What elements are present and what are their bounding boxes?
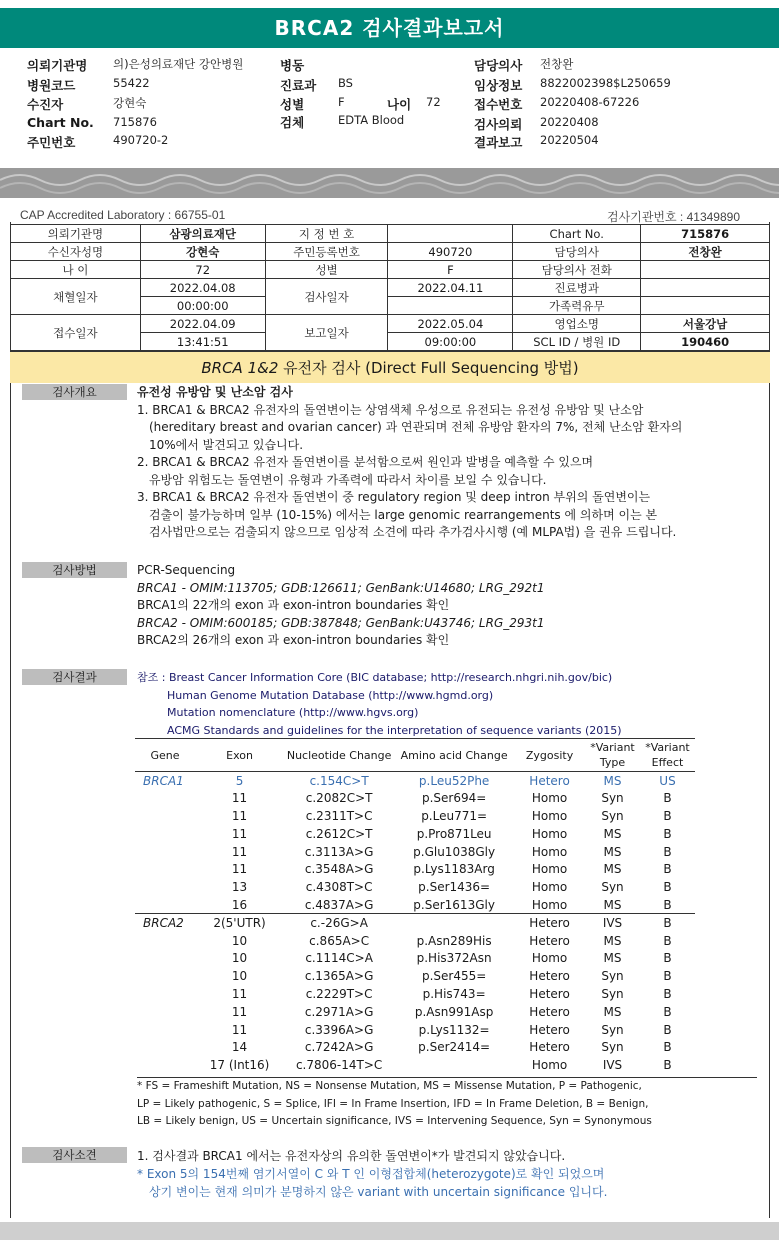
variant-cell: MS: [603, 897, 622, 912]
report-time: 09:00:00: [388, 333, 513, 351]
method-label: 검사방법: [22, 562, 127, 578]
variant-cell: p.Pro871Leu: [416, 826, 492, 841]
variant-cell: c.2971A>G: [304, 1004, 374, 1019]
info-cell: 715876: [641, 225, 770, 243]
variant-cell: 10: [231, 951, 248, 966]
variant-cell: Homo: [531, 880, 568, 895]
variant-cell: p.Leu52Phe: [418, 773, 490, 788]
col-amino: Amino acid Change: [400, 748, 508, 762]
variant-cell: 11: [231, 791, 248, 806]
variant-cell: Homo: [531, 808, 568, 823]
variant-cell: 11: [231, 862, 248, 877]
variant-cell: [135, 1056, 195, 1074]
receipt-no-label: 접수번호: [474, 97, 523, 112]
variant-cell: c.2612C>T: [305, 826, 373, 841]
info-cell: 나 이: [11, 261, 141, 279]
rrn-label: 주민번호: [27, 135, 76, 150]
family-value: [641, 297, 770, 315]
variant-cell: [394, 914, 514, 932]
footnote-line: LP = Likely pathogenic, S = Splice, IFI = In Frame Insertion, IFD = In Frame Deletion, B = Benign,: [137, 1097, 649, 1110]
variant-cell: p.Asn991Asp: [414, 1004, 494, 1019]
method-body: [137, 562, 757, 650]
specimen-value: EDTA Blood: [338, 113, 405, 127]
variant-cell: [135, 1038, 195, 1056]
info-cell: 490720: [388, 243, 513, 261]
variant-cell: Hetero: [529, 986, 570, 1001]
variant-row: [135, 967, 695, 985]
report-title: BRCA2 검사결과보고서: [0, 8, 779, 48]
variant-cell: c.2082C>T: [305, 791, 373, 806]
variant-cell: B: [663, 862, 672, 877]
variant-cell: p.Ser455=: [421, 969, 487, 984]
method-line: BRCA1의 22개의 exon 과 exon-intron boundaries 확인: [137, 598, 450, 612]
variant-cell: c.2311T>C: [305, 808, 373, 823]
variant-cell: 16: [231, 897, 248, 912]
rrn-value: 490720-2: [113, 133, 169, 147]
variant-cell: 14: [231, 1040, 248, 1055]
variant-row: [135, 932, 695, 950]
variant-cell: [394, 1056, 514, 1074]
receipt-time: 13:41:51: [140, 333, 265, 351]
chart-value: 715876: [113, 115, 157, 129]
overview-line: 3. BRCA1 & BRCA2 유전자 돌연변이 중 regulatory region 및 deep intron 부위의 돌연변이는: [137, 490, 651, 504]
lab-header: [20, 208, 740, 222]
variant-cell: p.Leu771=: [421, 808, 488, 823]
variant-cell: 11: [231, 844, 248, 859]
variant-cell: Homo: [531, 951, 568, 966]
variant-cell: c.4837A>G: [304, 897, 374, 912]
scl-value: 190460: [641, 333, 770, 351]
variant-cell: 5: [235, 773, 244, 788]
institution-number: 검사기관번호 : 41349890: [607, 210, 740, 224]
overview-body: [137, 384, 757, 542]
variant-cell: Hetero: [514, 914, 585, 932]
patient-label: 수진자: [27, 97, 64, 112]
variant-cell: p.Ser1613Gly: [413, 897, 495, 912]
variant-cell: B: [663, 986, 672, 1001]
variant-cell: p.Asn289His: [416, 933, 492, 948]
variant-cell: Hetero: [529, 1040, 570, 1055]
banner-text: 유전자 검사 (Direct Full Sequencing 방법): [278, 359, 579, 377]
variant-cell: c.1365A>G: [304, 969, 374, 984]
conclusion-note: * Exon 5의 154번째 염기서열이 C 와 T 인 이형접합체(heterozygote)로 확인 되었으며: [137, 1167, 605, 1181]
conclusion-label: 검사소견: [22, 1147, 127, 1163]
variant-cell: Homo: [531, 791, 568, 806]
variant-cell: Syn: [601, 1040, 624, 1055]
col-exon: Exon: [226, 748, 253, 762]
hospital-code-label: 병원코드: [27, 78, 76, 93]
variant-cell: c.4308T>C: [305, 880, 373, 895]
patient-info-table: [10, 224, 770, 351]
info-cell: [641, 261, 770, 279]
report-date-label: 보고일자: [265, 315, 388, 351]
variant-cell: [135, 932, 195, 950]
variant-cell: 13: [231, 880, 248, 895]
variant-cell: 11: [231, 986, 248, 1001]
receipt-date: 2022.04.09: [140, 315, 265, 333]
info-row: [11, 315, 770, 333]
reference-line: 참조 : Breast Cancer Information Core (BIC database; http://research.nhgri.nih.gov/bic): [137, 671, 613, 684]
variant-row: [135, 1003, 695, 1021]
variant-row: [135, 843, 695, 861]
variant-row: [135, 1038, 695, 1056]
variant-cell: p.Ser694=: [421, 791, 487, 806]
variant-cell: 17 (Int16): [209, 1058, 270, 1073]
variant-cell: [135, 896, 195, 914]
variant-cell: Syn: [601, 808, 624, 823]
variant-cell: MS: [603, 826, 622, 841]
reference-line: Human Genome Mutation Database (http://www.hgmd.org): [167, 688, 494, 702]
variant-cell: MS: [603, 773, 622, 788]
variant-row: [135, 985, 695, 1003]
variant-table: [135, 738, 695, 1074]
overview-label: 검사개요: [22, 384, 127, 400]
variant-cell: [135, 878, 195, 896]
variant-cell: p.Lys1183Arg: [413, 862, 495, 877]
variant-row: [135, 914, 695, 932]
request-value: 20220408: [540, 115, 599, 129]
report-label: 결과보고: [474, 135, 523, 150]
info-cell: Chart No.: [513, 225, 641, 243]
test-date: 2022.04.11: [388, 279, 513, 297]
banner-gene: BRCA 1&2: [201, 359, 279, 377]
variant-cell: p.His743=: [422, 986, 486, 1001]
variant-cell: B: [663, 808, 672, 823]
variant-cell: c.3548A>G: [304, 862, 374, 877]
variant-cell: 11: [231, 826, 248, 841]
sales-value: 서울강남: [641, 315, 770, 333]
variant-cell: Syn: [601, 791, 624, 806]
col-zygosity: Zygosity: [525, 748, 574, 762]
info-row: [11, 225, 770, 243]
info-cell: 성별: [265, 261, 388, 279]
overview-line: 검사법만으로는 검출되지 않으므로 임상적 소견에 따라 추가검사시행 (예 MLPA법) 을 권유 드립니다.: [149, 525, 677, 539]
variant-cell: p.Glu1038Gly: [413, 844, 496, 859]
variant-cell: 11: [231, 1022, 248, 1037]
variant-row: [135, 1056, 695, 1074]
variant-row: [135, 772, 695, 790]
patient-value: 강현숙: [113, 96, 147, 110]
variant-cell: 2(5'UTR): [195, 914, 284, 932]
doctor-label: 담당의사: [474, 58, 523, 73]
variant-cell: [135, 967, 195, 985]
variant-cell: MS: [603, 933, 622, 948]
info-cell: F: [388, 261, 513, 279]
info-cell: 지 정 번 호: [265, 225, 388, 243]
sex-value: F: [338, 95, 345, 109]
info-cell: 담당의사: [513, 243, 641, 261]
conclusion-body: [137, 1147, 757, 1201]
reference-line: Mutation nomenclature (http://www.hgvs.org): [167, 706, 419, 719]
conclusion-note: 상기 변이는 현재 의미가 분명하지 않은 variant with uncertain significance 입니다.: [149, 1185, 608, 1199]
variant-cell: Hetero: [529, 933, 570, 948]
variant-cell: BRCA1: [143, 773, 184, 788]
variant-cell: Hetero: [529, 1022, 570, 1037]
variant-cell: B: [663, 1004, 672, 1019]
variant-cell: MS: [603, 1004, 622, 1019]
variant-cell: B: [663, 969, 672, 984]
overview-line: 10%에서 발견되고 있습니다.: [149, 437, 304, 452]
dept-value: [641, 279, 770, 297]
variant-cell: B: [663, 791, 672, 806]
variant-cell: Homo: [531, 844, 568, 859]
col-type: *Variant Type: [590, 741, 635, 769]
method-line: BRCA2의 26개의 exon 과 exon-intron boundaries 확인: [137, 633, 450, 647]
sex-label: 성별: [280, 97, 305, 112]
report-value: 20220504: [540, 133, 599, 147]
variant-cell: c.154C>T: [309, 773, 369, 788]
dept-label: 진료병과: [513, 279, 641, 297]
variant-row: [135, 949, 695, 967]
info-cell: 담당의사 전화: [513, 261, 641, 279]
hospital-code-value: 55422: [113, 76, 150, 90]
variant-cell: c.3113A>G: [304, 844, 374, 859]
variant-cell: B: [640, 914, 695, 932]
request-label: 검사의뢰: [474, 117, 523, 132]
receipt-label: 접수일자: [11, 315, 141, 351]
variant-cell: B: [663, 1022, 672, 1037]
family-label: 가족력유무: [513, 297, 641, 315]
variant-cell: B: [663, 933, 672, 948]
scl-label: SCL ID / 병원 ID: [513, 333, 641, 351]
variant-row: [135, 825, 695, 843]
variant-cell: B: [663, 844, 672, 859]
variant-cell: [135, 843, 195, 861]
variant-cell: p.His372Asn: [416, 951, 492, 966]
method-line: BRCA2 - OMIM:600185; GDB:387848; GenBank:U43746; LRG_293t1: [137, 615, 545, 630]
info-cell: 의뢰기관명: [11, 225, 141, 243]
reference-line: ACMG Standards and guidelines for the interpretation of sequence variants (2015): [167, 723, 622, 737]
variant-row: [135, 878, 695, 896]
variant-cell: Hetero: [529, 969, 570, 984]
variant-cell: p.Lys1132=: [418, 1022, 490, 1037]
col-effect: *Variant Effect: [645, 741, 690, 769]
dept-label: 진료과: [280, 78, 317, 93]
variant-cell: c.865A>C: [309, 933, 370, 948]
variant-cell: Homo: [531, 897, 568, 912]
variant-cell: B: [663, 880, 672, 895]
info-cell: 삼광의료재단: [140, 225, 265, 243]
sales-label: 영업소명: [513, 315, 641, 333]
variant-cell: c.3396A>G: [304, 1022, 374, 1037]
variant-cell: Hetero: [529, 1004, 570, 1019]
variant-cell: B: [663, 951, 672, 966]
variant-cell: c.7806-14T>C: [295, 1058, 383, 1073]
overview-heading: 유전성 유방암 및 난소암 검사: [137, 385, 293, 399]
footnote-line: LB = Likely benign, US = Uncertain significance, IVS = Intervening Sequence, Syn = Synonymous: [137, 1115, 652, 1127]
variant-cell: US: [659, 773, 676, 788]
specimen-label: 검체: [280, 115, 305, 130]
result-label: 검사결과: [22, 669, 127, 685]
info-cell: 수신자성명: [11, 243, 141, 261]
info-cell: 72: [140, 261, 265, 279]
info-cell: 전창완: [641, 243, 770, 261]
variant-row: [135, 789, 695, 807]
variant-cell: Hetero: [529, 773, 570, 788]
age-value: 72: [426, 95, 441, 109]
variant-cell: c.2229T>C: [305, 986, 373, 1001]
receipt-no-value: 20220408-67226: [540, 95, 640, 109]
variant-cell: Syn: [601, 986, 624, 1001]
info-cell: [388, 225, 513, 243]
overview-line: (hereditary breast and ovarian cancer) 과 연관되며 전체 유방암 환자의 7%, 전체 난소암 환자의: [149, 420, 683, 434]
variant-cell: B: [663, 826, 672, 841]
variant-cell: Syn: [601, 1022, 624, 1037]
variant-cell: [135, 860, 195, 878]
report-date: 2022.05.04: [388, 315, 513, 333]
variant-row: [135, 860, 695, 878]
variant-cell: B: [663, 897, 672, 912]
references: [137, 669, 757, 739]
dept-value: BS: [338, 76, 353, 90]
variant-cell: c.-26G>A: [284, 914, 394, 932]
info-cell: 강현숙: [140, 243, 265, 261]
variant-cell: Homo: [531, 862, 568, 877]
variant-cell: [135, 825, 195, 843]
variant-cell: [135, 949, 195, 967]
variant-cell: B: [663, 1058, 672, 1073]
variant-cell: [135, 1003, 195, 1021]
variant-cell: [135, 1021, 195, 1039]
variant-cell: c.1114C>A: [305, 951, 373, 966]
info-row: [11, 243, 770, 261]
footnote: [137, 1077, 757, 1131]
variant-cell: IVS: [602, 1058, 623, 1073]
method-heading: PCR-Sequencing: [137, 563, 236, 577]
clinical-value: 8822002398$L250659: [540, 76, 671, 90]
institution-label: 의뢰기관명: [27, 58, 88, 73]
collect-time: 00:00:00: [140, 297, 265, 315]
variant-header-row: [135, 739, 695, 772]
variant-cell: Syn: [601, 969, 624, 984]
method-line: BRCA1 - OMIM:113705; GDB:126611; GenBank:U14680; LRG_292t1: [137, 580, 545, 595]
variant-cell: 11: [231, 808, 248, 823]
variant-cell: 10: [231, 969, 248, 984]
variant-cell: 10: [231, 933, 248, 948]
variant-cell: BRCA2: [135, 914, 195, 932]
variant-cell: [135, 807, 195, 825]
variant-cell: c.7242A>G: [304, 1040, 374, 1055]
test-date-label: 검사일자: [265, 279, 388, 315]
institution-value: 의)은성의료재단 강안병원: [113, 57, 244, 71]
overview-line: 유방암 위험도는 돌연변이 유형과 가족력에 따라서 차이를 보일 수 있습니다.: [149, 472, 547, 487]
chart-label: Chart No.: [27, 115, 94, 130]
variant-cell: Homo: [531, 1058, 568, 1073]
col-gene: Gene: [150, 748, 180, 762]
test-banner: [10, 350, 770, 383]
overview-line: 2. BRCA1 & BRCA2 유전자 돌연변이를 분석함으로써 원인과 발병을 예측할 수 있으며: [137, 455, 594, 469]
variant-cell: MS: [603, 844, 622, 859]
variant-cell: B: [663, 1040, 672, 1055]
variant-cell: Syn: [601, 880, 624, 895]
info-row: [11, 261, 770, 279]
col-nucleotide: Nucleotide Change: [286, 748, 392, 762]
age-label: 나이: [387, 97, 412, 112]
clinical-label: 임상정보: [474, 78, 523, 93]
collect-date: 2022.04.08: [140, 279, 265, 297]
cap-accreditation: CAP Accredited Laboratory : 66755-01: [20, 208, 226, 222]
variant-cell: 11: [231, 1004, 248, 1019]
variant-cell: IVS: [585, 914, 640, 932]
footnote-line: * FS = Frameshift Mutation, NS = Nonsense Mutation, MS = Missense Mutation, P = Pathogenic,: [137, 1080, 642, 1092]
variant-row: [135, 807, 695, 825]
collect-label: 채혈일자: [11, 279, 141, 315]
conclusion-line: 1. 검사결과 BRCA1 에서는 유전자상의 유의한 돌연변이*가 발견되지 않았습니다.: [137, 1149, 566, 1163]
variant-cell: [135, 985, 195, 1003]
overview-line: 검출이 불가능하며 일부 (10-15%) 에서는 large genomic rearrangements 에 의하며 이는 본: [149, 507, 658, 522]
variant-cell: [135, 789, 195, 807]
test-time: [388, 297, 513, 315]
overview-line: 1. BRCA1 & BRCA2 유전자의 돌연변이는 상염색체 우성으로 유전되는 유전성 유방암 및 난소암: [137, 402, 644, 417]
wave-pattern: [0, 168, 779, 198]
variant-cell: p.Ser1436=: [418, 880, 491, 895]
variant-cell: MS: [603, 951, 622, 966]
variant-cell: Homo: [531, 826, 568, 841]
variant-cell: MS: [603, 862, 622, 877]
bottom-band: [0, 1222, 779, 1240]
doctor-value: 전창완: [540, 57, 574, 71]
wave-band: [0, 168, 779, 198]
ward-label: 병동: [280, 58, 305, 73]
info-cell: 주민등록번호: [265, 243, 388, 261]
variant-row: [135, 1021, 695, 1039]
info-row: [11, 279, 770, 297]
variant-cell: p.Ser2414=: [418, 1040, 491, 1055]
variant-row: [135, 896, 695, 914]
